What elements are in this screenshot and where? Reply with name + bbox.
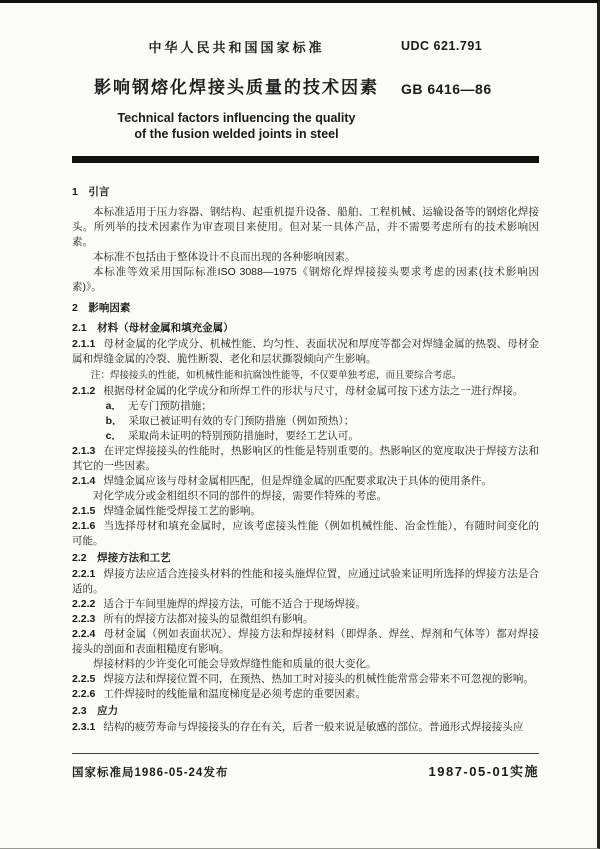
numbered-paragraph: 2.2.4 母材金属（例如表面状况）、焊接方法和焊接材料（即焊条、焊丝、焊剂和气体等）都对焊接接头的剖面和表面粗糙度有影响。 [72, 628, 539, 655]
clause-number: 2.3.1 [72, 721, 96, 733]
document-footer [72, 753, 539, 780]
clause-number: 2.1.2 [72, 385, 96, 397]
paragraph: 本标准等效采用国际标准ISO 3088—1975《钢熔化焊焊接接头要求考虑的因素(技术影响因素)》。 [72, 265, 539, 293]
clause-number: 2.2.4 [72, 628, 96, 640]
subsection-heading: 2.1 材料（母材金属和填充金属） [72, 321, 234, 334]
numbered-paragraph: 2.3.1 结构的疲劳寿命与焊接接头的存在有关，后者一般来说是敏感的部位。普通形式焊接接头应 [72, 721, 524, 733]
clause-number: a． [105, 400, 122, 412]
paragraph: 本标准不包括由于整体设计不良而出现的各种影响因素。 [93, 250, 356, 263]
paragraph: 本标准适用于压力容器、钢结构、起重机提升设备、船舶、工程机械、运输设备等的钢熔化焊接头。所列举的技术因素作为审查项目来使用。但对某一具体产品，并不需要考虑所有的技术影响因素。 [72, 205, 539, 248]
numbered-paragraph: 2.1.6 当选择母材和填充金属时，应该考虑接头性能（例如机械性能、冶金性能），有随时间变化的可能。 [72, 520, 539, 547]
standard-org-name: 中华人民共和国国家标准 [148, 40, 325, 55]
subsection-heading: 2.3 应力 [72, 705, 119, 717]
clause-number: 2.1.4 [72, 475, 96, 487]
numbered-paragraph: 2.1.4 焊缝金属应该与母材金属相匹配，但是焊缝金属的匹配要求取决于具体的使用条件。 [72, 475, 492, 487]
note: 注：焊接接头的性能，如机械性能和抗腐蚀性能等，不仅要单独考虑，而且要综合考虑。 [91, 369, 462, 381]
document-title-en-line1: Technical factors influencing the quality [117, 111, 356, 125]
numbered-paragraph: 2.1.3 在评定焊接接头的性能时，热影响区的性能是特别重要的。热影响区的宽度取决于焊接方法和其它的一些因素。 [72, 445, 539, 472]
list-item: b． 采取已被证明有效的专门预防措施（例如预热）； [105, 415, 355, 427]
clause-number: 2.2.2 [72, 598, 96, 610]
numbered-paragraph: 2.1.2 根据母材金属的化学成分和所焊工件的形状与尺寸，母材金属可按下述方法之一进行焊接。 [72, 385, 524, 397]
section-heading: 2 影响因素 [72, 301, 131, 314]
clause-number: b． [105, 415, 123, 427]
numbered-paragraph: 2.2.1 焊接方法应适合连接头材料的性能和接头施焊位置，应通过试验来证明所选择的焊接方法是合适的。 [72, 568, 539, 595]
numbered-paragraph: 2.1.5 焊缝金属性能受焊接工艺的影响。 [72, 505, 261, 517]
numbered-paragraph: 2.2.3 所有的焊接方法都对接头的显微组织有影响。 [72, 613, 314, 625]
header-rule [72, 156, 539, 163]
implement-info: 1987-05-01实施 [428, 764, 539, 779]
numbered-paragraph: 2.2.2 适合于车间里施焊的焊接方法，可能不适合于现场焊接。 [72, 598, 366, 610]
clause-number: 2.2.3 [72, 613, 96, 625]
subsection-heading: 2.2 焊接方法和工艺 [72, 552, 171, 564]
clause-number: 2.1.5 [72, 505, 96, 517]
paragraph: 对化学成分或金相组织不同的部件的焊接，需要作特殊的考虑。 [93, 490, 387, 502]
issue-info: 国家标准局1986-05-24发布 [72, 767, 229, 779]
clause-number: 2.1.1 [72, 337, 96, 350]
numbered-paragraph: 2.2.5 焊接方法和焊接位置不同，在预热、热加工时对接头的机械性能常常会带来不可忽视的影响。 [72, 673, 534, 685]
document-body [72, 179, 539, 745]
document-header [0, 3, 597, 163]
clause-number: 2.1.3 [72, 445, 96, 457]
document-title-en-line2: of the fusion welded joints in steel [134, 127, 339, 142]
list-item: c． 采取尚未证明的特别预防措施时，要经工艺认可。 [105, 430, 359, 442]
header-title-block [72, 37, 401, 143]
numbered-paragraph: 2.1.1 母材金属的化学成分、机械性能、均匀性、表面状况和厚度等都会对焊缝金属的热裂、母材金属和焊缝金属的冷裂、脆性断裂、老化和层状撕裂倾向产生影响。 [72, 337, 539, 365]
udc-number: UDC 621.791 [401, 39, 483, 53]
numbered-paragraph: 2.2.6 工件焊接时的线能量和温度梯度是必须考虑的重要因素。 [72, 688, 366, 700]
clause-number: 2.2.1 [72, 568, 96, 580]
clause-number: 2.1.6 [72, 520, 96, 532]
paragraph: 焊接材料的少许变化可能会导致焊缝性能和质量的很大变化。 [93, 658, 377, 670]
standard-code: GB 6416—86 [401, 81, 492, 97]
section-heading: 1 引言 [72, 185, 110, 198]
clause-number: c． [105, 430, 122, 442]
header-code-block [401, 37, 539, 143]
clause-number: 2.2.6 [72, 688, 96, 700]
footer-rule [72, 753, 539, 754]
clause-number: 2.2.5 [72, 673, 96, 685]
document-title-cn: 影响钢熔化焊接头质量的技术因素 [94, 78, 379, 97]
list-item: a． 无专门预防措施； [105, 400, 212, 412]
